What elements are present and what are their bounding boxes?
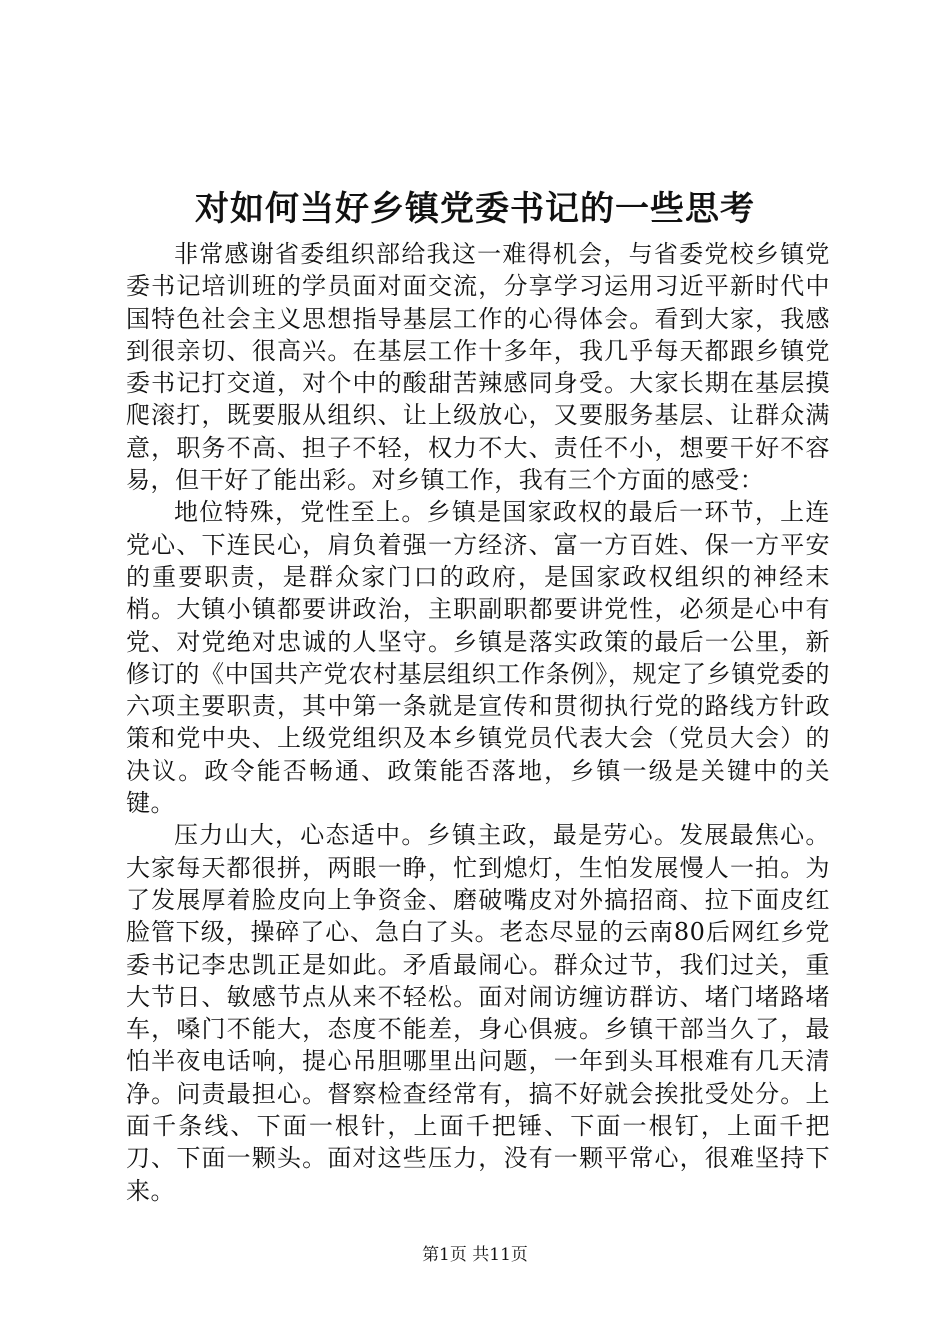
document-title: 对如何当好乡镇党委书记的一些思考 xyxy=(195,189,755,229)
document-body xyxy=(126,238,830,1207)
paragraph-status: 地位特殊，党性至上。乡镇是国家政权的最后一环节，上连党心、下连民心，肩负着强一方经济、富一方百姓、保一方平安的重要职责，是群众家门口的政府，是国家政权组织的神经末梢。大镇小镇都要讲政治，主职副职都要讲党性，必须是心中有党、对党绝对忠诚的人坚守。乡镇是落实政策的最后一公里，新修订的《中国共产党农村基层组织工作条例》，规定了乡镇党委的六项主要职责，其中第一条就是宣传和贯彻执行党的路线方针政策和党中央、上级党组织及本乡镇党员代表大会（党员大会）的决议。政令能否畅通、政策能否落地，乡镇一级是关键中的关键。 xyxy=(126,498,830,818)
paragraph-pressure: 压力山大，心态适中。乡镇主政，最是劳心。发展最焦心。大家每天都很拼，两眼一睁，忙到熄灯，生怕发展慢人一拍。为了发展厚着脸皮向上争资金、磨破嘴皮对外搞招商、拉下面皮红脸管下级，操碎了心、急白了头。老态尽显的云南80后网红乡党委书记李忠凯正是如此。矛盾最闹心。群众过节，我们过关，重大节日、敏感节点从来不轻松。面对闹访缠访群访、堵门堵路堵车，嗓门不能大，态度不能差，身心俱疲。乡镇干部当久了，最怕半夜电话响，提心吊胆哪里出问题，一年到头耳根难有几天清净。问责最担心。督察检查经常有，搞不好就会挨批受处分。上面千条线、下面一根针，上面千把锤、下面一根钉，上面千把刀、下面一颗头。面对这些压力，没有一颗平常心，很难坚持下来。 xyxy=(126,821,830,1205)
paragraph-intro: 非常感谢省委组织部给我这一难得机会，与省委党校乡镇党委书记培训班的学员面对面交流，分享学习运用习近平新时代中国特色社会主义思想指导基层工作的心得体会。看到大家，我感到很亲切、很高兴。在基层工作十多年，我几乎每天都跟乡镇党委书记打交道，对个中的酸甜苦辣感同身受。大家长期在基层摸爬滚打，既要服从组织、让上级放心，又要服务基层、让群众满意，职务不高、担子不轻，权力不大、责任不小，想要干好不容易，但干好了能出彩。对乡镇工作，我有三个方面的感受： xyxy=(126,240,830,495)
page-number-footer: 第1页 共11页 xyxy=(422,1245,528,1265)
